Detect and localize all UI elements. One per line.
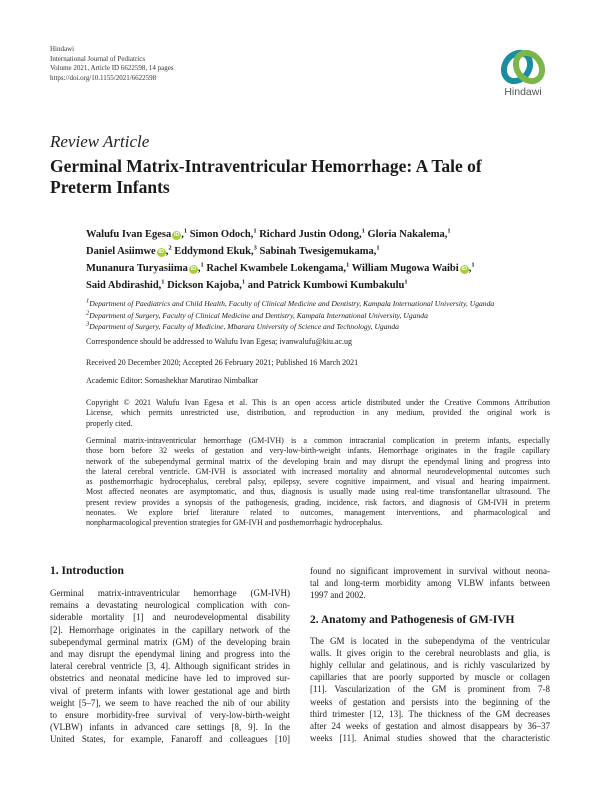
header-line: https://doi.org/10.1155/2021/6622598 (50, 73, 157, 82)
author-row (86, 226, 566, 243)
affiliation (86, 310, 576, 322)
affiliation-marker: 1 (161, 278, 165, 286)
author: Rachel Kwambele Lokengama,$^1$ (206, 261, 350, 274)
journal-header (50, 45, 174, 83)
text-line: after 24 weeks of gestation and almost disappears by 36–37 (310, 721, 550, 732)
text-line: remains a devastating neurological complication with con- (50, 600, 290, 611)
section-heading: 2. Anatomy and Pathogenesis of GM-IVH (310, 613, 515, 626)
text-line: Copyright © 2021 Walufu Ivan Egesa et al. This is an open access article distributed under the Creative Commons Attribution (86, 398, 550, 407)
text-line: lateral cerebral ventricle [3, 4]. Although significant strides in (50, 661, 290, 672)
text-line: highly cellular and gelatinous, and is richly vascularized by (310, 660, 550, 671)
text-line: neonates. We explore brief literature related to outcomes, management interventions, and pharmacological and (86, 508, 550, 518)
abstract (86, 436, 550, 529)
author: Daniel Asiimwe iD ,$^2$ (86, 244, 172, 257)
text-line: United States, for example, Fanaroff and colleagues [10] (50, 734, 290, 745)
text-line: weeks [11]. Animal studies showed that the characteristic (310, 733, 550, 744)
author (248, 280, 408, 291)
text-line: weight [5–7], we seem to have reached the nib of our ability (50, 697, 290, 708)
affiliation-marker: 1 (404, 278, 408, 286)
author-name: Dickson Kajoba (167, 280, 240, 291)
affiliation-marker: 1 (183, 227, 188, 235)
text-line: License, which permits unrestricted use, distribution, and reproduction in any medium, provided the original work is (86, 408, 550, 418)
text-line: Germinal matrix-intraventricular hemorrhage (GM-IVH) (50, 588, 290, 598)
author: Dickson Kajoba,$^1$ (167, 278, 246, 291)
text-line: capillaries that are poorly supported by muscle or collagen (310, 672, 550, 683)
affiliation-text: Department of Paediatrics and Child Health, Faculty of Clinical Medicine and Dentistry, Kampala International University, Uganda (89, 299, 495, 308)
orcid-icon[interactable]: iD (461, 266, 467, 272)
affiliation (86, 298, 576, 310)
affiliation-marker: 1 (447, 227, 451, 235)
header-line: International Journal of Pediatrics (50, 54, 146, 63)
affiliation (86, 321, 576, 333)
author: Gloria Nakalema,$^1$ (367, 227, 451, 240)
author-name: Munanura Turyasiima (86, 263, 188, 274)
author-name: Richard Justin Odong (259, 229, 359, 240)
text-line: vival of preterm infants with lower gestational age and birth (50, 685, 290, 696)
text-line: found no significant improvement in survival without neona- (310, 566, 550, 576)
affiliations (86, 298, 576, 333)
author-name: Rachel Kwambele Lokengama (206, 263, 344, 274)
text-line: Germinal matrix-intraventricular hemorrhage (GM-IVH) is a common intracranial complication in preterm infants, especially (86, 436, 550, 445)
author-list (86, 226, 566, 294)
text-line: the lateral cerebral ventricle. GM-IVH is associated with increased mortality and abnormal neurodevelopmental outcomes such (86, 466, 550, 476)
title-line: Preterm Infants (50, 177, 170, 197)
affiliation-number: 3 (86, 320, 90, 328)
author: Simon Odoch,$^1$ (189, 227, 257, 240)
author-row (86, 277, 566, 294)
text-line: tal and long-term morbidity among VLBW infants between (310, 578, 550, 589)
text-line: 1997 and 2002. (310, 590, 366, 601)
author-name: Daniel Asiimwe (86, 246, 156, 257)
left-column (50, 564, 290, 746)
text-line: to ensure morbidity-free survival of very-low-birth-weight (50, 710, 290, 721)
affiliation-text: Department of Surgery, Faculty of Medicine, Mbarara University of Science and Technology, Uganda (89, 322, 399, 331)
author: Richard Justin Odong,$^1$ (259, 227, 365, 240)
author-name: Sabinah Twesigemukama (259, 246, 374, 257)
text-line: as posthemorrhagic hydrocephalus, cerebral palsy, epilepsy, severe cognitive impairment, and visual and hearing impairment. (86, 477, 550, 487)
right-column (310, 565, 550, 744)
author-row (86, 243, 566, 260)
affiliation-number: 2 (86, 308, 90, 316)
text-line: third trimester [12, 13]. The thickness of the GM decreases (310, 708, 550, 719)
author: Said Abdirashid,$^1$ (86, 278, 165, 291)
text-line: properly cited. (86, 418, 133, 428)
text-line: weeks of gestation and persists into the beginning of the (310, 696, 550, 707)
text-line: [11]. Vascularization of the GM is prominent from 7-8 (310, 684, 550, 695)
affiliation-marker: 1 (200, 261, 204, 269)
text-line: network of the subependymal germinal matrix of the developing brain and may disrupt the ependymal lining and progress into (86, 456, 550, 466)
author: Eddymond Ekuk,$^3$ (174, 244, 257, 257)
affiliation-marker: 1 (376, 244, 380, 252)
header-line: Volume 2021, Article ID 6622598, 14 pages (50, 64, 174, 73)
academic-editor: Academic Editor: Somashekhar Marutirao Nimbalkar (86, 376, 258, 385)
logo-text: Hindawi (504, 86, 542, 98)
author: Walufu Ivan Egesa iD ,$^1$ (86, 227, 188, 240)
author-name: William Mugowa Waibi (351, 263, 459, 274)
author: Munanura Turyasiima iD ,$^1$ (86, 261, 204, 274)
author: Sabinah Twesigemukama,$^1$ (259, 244, 380, 257)
header-line: Hindawi (50, 45, 75, 53)
affiliation-marker: 1 (471, 261, 475, 269)
author-name: Walufu Ivan Egesa (86, 229, 172, 240)
text-line: obstetrics and neonatal medicine have led to improved sur- (50, 673, 290, 684)
text-line: [2]. Hemorrhage originates in the capillary network of the (50, 624, 290, 635)
author: William Mugowa Waibi iD ,$^1$ (351, 261, 475, 274)
affiliation-marker: 2 (168, 244, 172, 252)
affiliation-marker: 1 (241, 278, 246, 286)
affiliation-marker: 3 (253, 244, 257, 252)
article-type: Review Article (50, 132, 150, 151)
text-line: Most affected neonates are asymptomatic, and thus, diagnosis is usually made using real-time transfontanellar ultrasound. The (86, 487, 550, 497)
author-name: and Patrick Kumbowi Kumbakulu (247, 280, 405, 291)
title-line: Germinal Matrix-Intraventricular Hemorrhage: A Tale of (50, 156, 482, 176)
affiliation-marker: 1 (346, 261, 350, 269)
orcid-icon[interactable]: iD (190, 266, 197, 272)
text-line: nonpharmacological prevention strategies for GM-IVH and posthemorrhagic hydrocephalus. (86, 518, 383, 528)
orcid-icon[interactable]: iD (158, 249, 164, 255)
section-heading: 1. Introduction (50, 565, 124, 577)
text-line: present review provides a synopsis of the pathogenesis, grading, incidence, risk factors, and diagnosis of GM-IVH in preterm (86, 497, 550, 507)
hindawi-logo-icon (498, 46, 548, 86)
author-name: Eddymond Ekuk (174, 246, 251, 257)
author-row (86, 260, 566, 277)
affiliation-marker: 1 (253, 227, 257, 235)
text-line: walls. It gives origin to the cerebral neuroblasts and glia, is (310, 647, 550, 658)
text-line: and may disrupt the ependymal lining and progress into the (50, 649, 290, 660)
author-name: Gloria Nakalema (367, 229, 445, 240)
text-line: (VLBW) infants in advanced care settings [8, 9]. In the (50, 722, 290, 733)
hindawi-logo (498, 46, 548, 106)
author-name: Simon Odoch (189, 229, 251, 240)
dates: Received 20 December 2020; Accepted 26 February 2021; Published 16 March 2021 (86, 358, 359, 367)
text-line: subependymal germinal matrix (GM) of the developing brain (50, 636, 290, 647)
affiliation-text: Department of Surgery, Faculty of Clinical Medicine and Dentistry, Kampala International University, Uganda (89, 310, 428, 320)
text-line: those born before 32 weeks of gestation and very-low-birth-weight infants. Hemorrhage originates in the fragile capillary (86, 446, 550, 456)
paper-title (50, 156, 520, 198)
copyright (86, 398, 550, 429)
text-line: The GM is located in the subependyma of the ventricular (310, 635, 550, 646)
orcid-icon[interactable]: iD (173, 232, 180, 238)
affiliation-number: 1 (86, 297, 90, 305)
author-name: Said Abdirashid (86, 280, 159, 291)
affiliation-marker: 1 (361, 227, 365, 235)
correspondence: Correspondence should be addressed to Walufu Ivan Egesa; ivanwalufu@kiu.ac.ug (86, 337, 353, 346)
text-line: siderable mortality [1] and neurodevelopmental disability (50, 612, 290, 623)
